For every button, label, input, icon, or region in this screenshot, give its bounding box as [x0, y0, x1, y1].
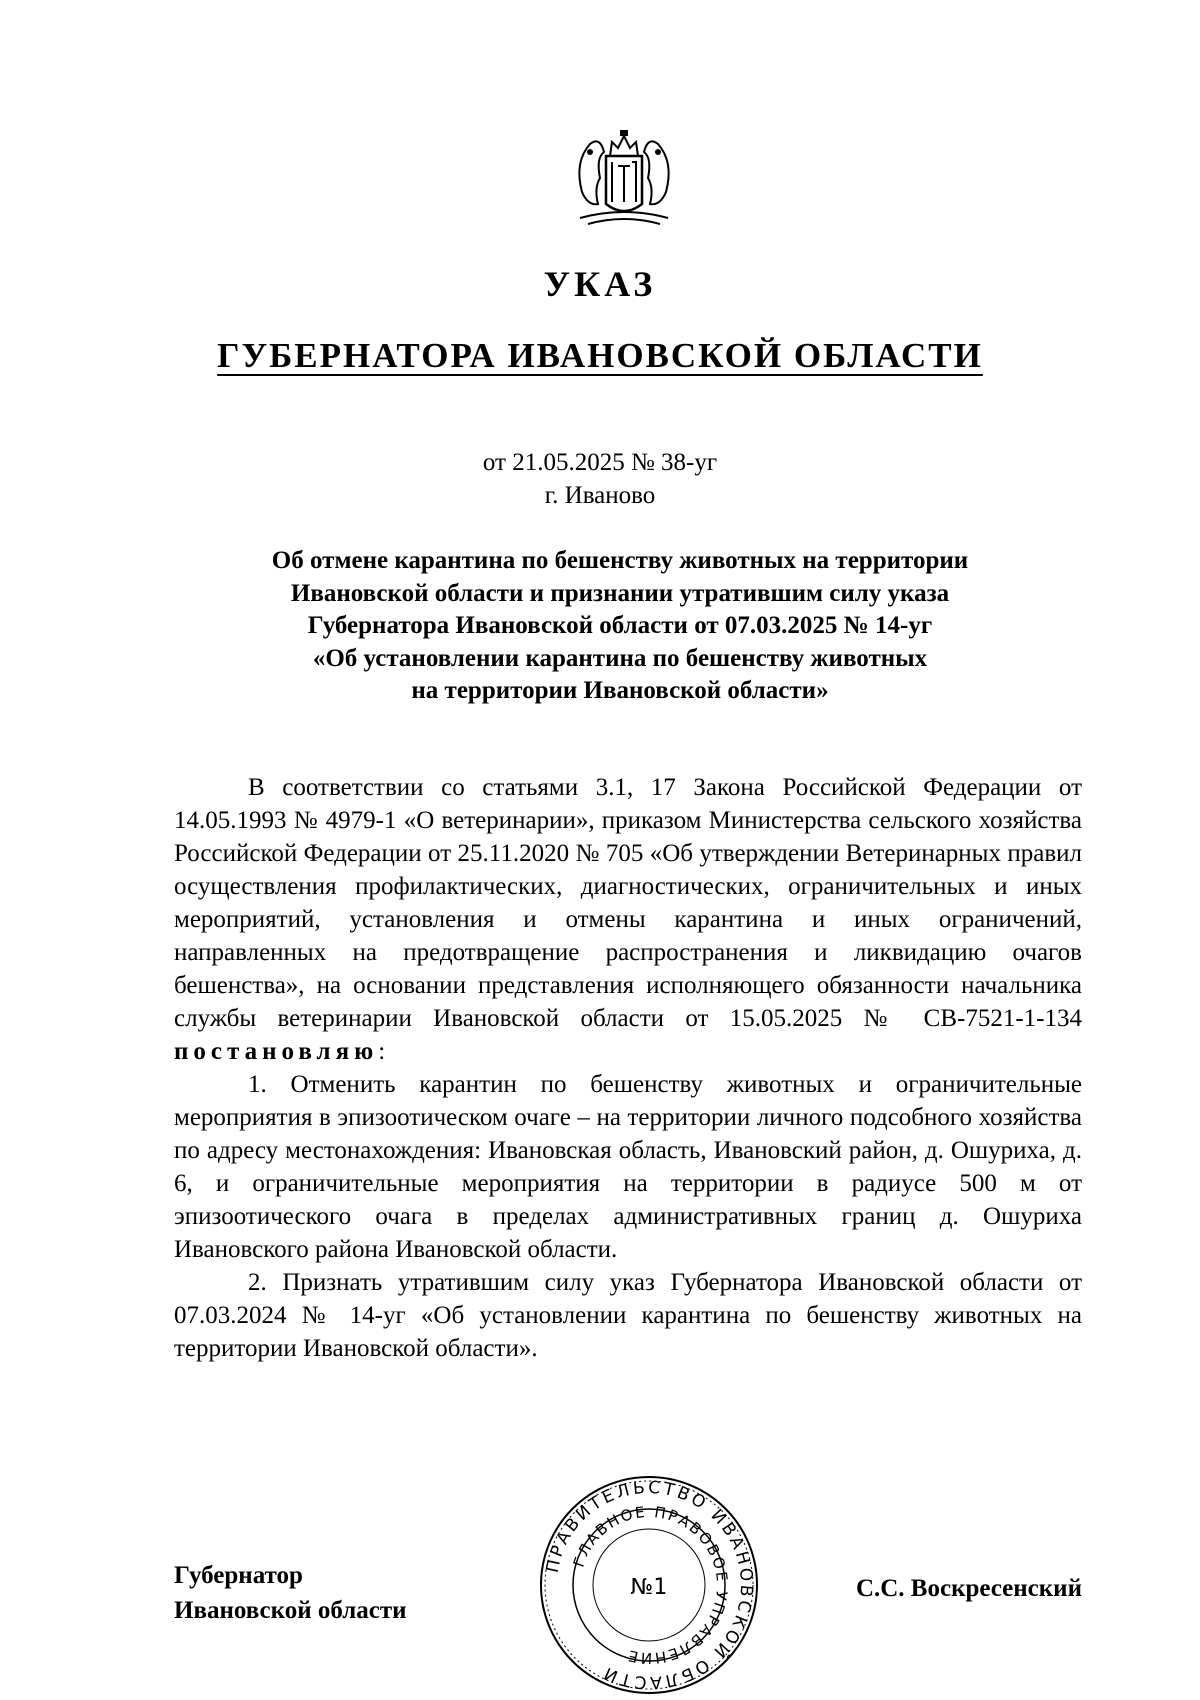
subject-line: Об отмене карантина по бешенству животных на территории: [271, 547, 969, 574]
stamp-inner-textpath: ГЛАВНОЕ ПРАВОВОЕ УПРАВЛЕНИЕ: [569, 1502, 732, 1668]
preamble-paragraph: [174, 771, 1082, 1068]
document-type-title: УКАЗ: [543, 264, 657, 304]
preamble-text: В соответствии со статьями 3.1, 17 Закона Российской Федерации от 14.05.1993 № 4979-1 «О ветеринарии», приказом Министерства сельского хозяйства Российской Федерации от 25.11.2020 № 705 «Об утверждении Ветеринарных правил осуществления профилактических, диагностических, ограничительных и иных мероприятий, установления и отмены карантина и иных ограничений, направленных на предотвращение распространения и ликвидацию очагов бешенства», на основании представления исполняющего обязанности начальника службы ветеринарии Ивановской области от 15.05.2025 № СВ-7521-1-134: [174, 774, 1082, 1032]
document-meta: [0, 446, 1200, 512]
document-body: [174, 771, 1082, 1365]
subject-line: Ивановской области и признании утратившим силу указа: [290, 579, 950, 607]
item-1-paragraph: 1. Отменить карантин по бешенству животных и ограничительные мероприятия в эпизоотическом очаге – на территории личного подсобного хозяйства по адресу местонахождения: Ивановская область, Ивановский район, д. Ошуриха, д. 6, и ограничительные мероприятия на территории в радиусе 500 м от эпизоотического очага в пределах административных границ д. Ошуриха Ивановского района Ивановской области.: [174, 1071, 1082, 1263]
official-stamp: [534, 1470, 764, 1700]
date-number-line: от 21.05.2025 № 38-уг: [482, 449, 718, 476]
stamp-outer-textpath: ПРАВИТЕЛЬСТВО ИВАНОВСКОЙ ОБЛАСТИ: [542, 1477, 757, 1693]
city-line: г. Иваново: [544, 482, 656, 509]
decree-word: постановляю: [174, 1038, 379, 1065]
issuer-title: [0, 336, 1200, 376]
item-2-paragraph: 2. Признать утратившим силу указ Губернатора Ивановской области от 07.03.2024 № 14-уг «Об установлении карантина по бешенству животных на территории Ивановской области».: [174, 1269, 1082, 1362]
decree-colon: :: [378, 1038, 386, 1065]
position-line-1: Губернатор: [174, 1562, 303, 1589]
subject-line: «Об установлении карантина по бешенству животных: [312, 644, 928, 672]
issuer-title-text: ГУБЕРНАТОРА ИВАНОВСКОЙ ОБЛАСТИ: [217, 336, 983, 375]
subject-line: Губернатора Ивановской области от 07.03.2025 № 14-уг: [307, 612, 933, 639]
signatory-position: [174, 1558, 407, 1628]
coat-of-arms-emblem: [560, 122, 688, 234]
signatory-name: С.С. Воскресенский: [855, 1575, 1082, 1602]
position-line-2: Ивановской области: [174, 1597, 407, 1624]
subject-line: на территории Ивановской области»: [411, 677, 829, 704]
stamp-number: №1: [630, 1575, 668, 1600]
document-subject: [160, 545, 1080, 708]
